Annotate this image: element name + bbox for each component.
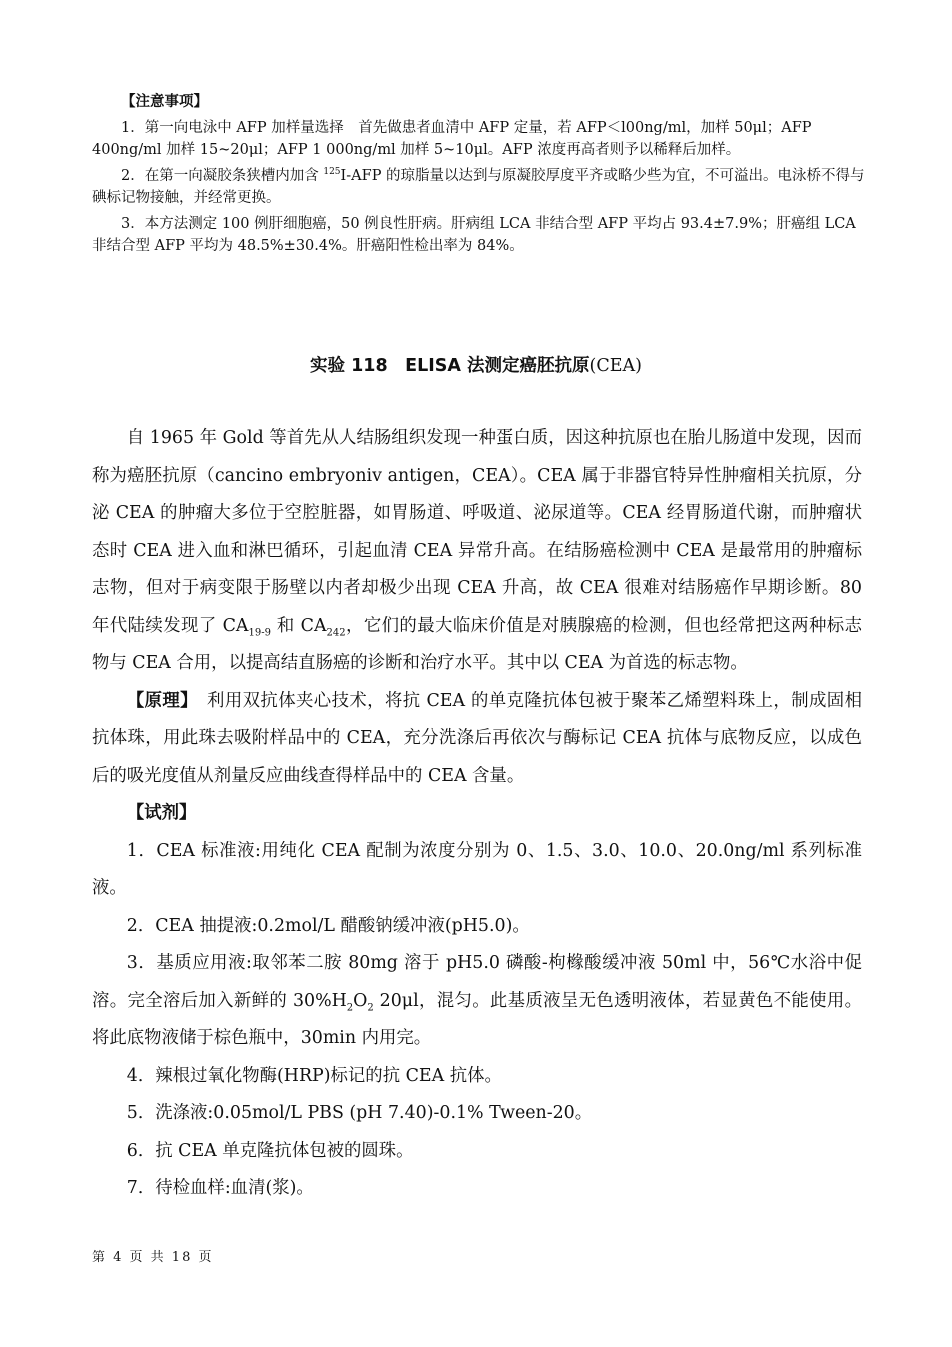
- principle-heading: 【原理】: [126, 690, 190, 711]
- note-item-2: 2．在第一向凝胶条狭槽内加含 $^{125}$I-AFP 的琼脂量以达到与原凝胶厚度平齐或略少些为宜，不可溢出。电泳桥不得与碘标记物接触，并经常更换。: [92, 167, 865, 206]
- reagent-item-5: 5．洗涤液:0.05mol/L PBS (pH 7.40)-0.1% Tween-20。: [126, 1103, 593, 1123]
- reagent-item-4: 4．辣根过氧化物酶(HRP)标记的抗 CEA 抗体。: [126, 1065, 502, 1086]
- note-item-3: 3．本方法测定 100 例肝细胞癌，50 例良性肝病。肝病组 LCA 非结合型 AFP 平均占 93.4±7.9%；肝癌组 LCA 非结合型 AFP 平均为 48.5%±30.4%。肝癌阳性检出率为 84%。: [92, 216, 856, 254]
- note-item-1: 1．第一向电泳中 AFP 加样量选择 首先做患者血清中 AFP 定量，若 AFP＜l00ng/ml，加样 50μl；AFP 400ng/ml 加样 15~20μl；AFP 1 000ng/ml 加样 5~10μl。AFP 浓度再高者则予以稀释后加样。: [92, 120, 812, 158]
- reagent-item-1: 1．CEA 标准液:用纯化 CEA 配制为浓度分别为 0、1.5、3.0、10.0、20.0ng/ml 系列标准液。: [92, 840, 862, 898]
- main-body: [92, 420, 862, 1208]
- notes-section: [92, 91, 872, 257]
- notes-heading: 【注意事项】: [121, 94, 208, 110]
- reagents-heading: 【试剂】: [126, 803, 197, 823]
- experiment-title: 实验 118 ELISA 法测定癌胚抗原(CEA): [310, 356, 642, 376]
- intro-paragraph: 自 1965 年 Gold 等首先从人结肠组织发现一种蛋白质，因这种抗原也在胎儿肠道中发现，因而称为癌胚抗原（cancino embryoniv antigen，CEA）。CEA 属于非器官特异性肿瘤相关抗原，分泌 CEA 的肿瘤大多位于空腔脏器，如胃肠道、呼吸道、泌尿道等。CEA 经胃肠道代谢，而肿瘤状态时 CEA 进入血和淋巴循环，引起血清 CEA 异常升高。在结肠癌检测中 CEA 是最常用的肿瘤标志物，但对于病变限于肠壁以内者却极少出现 CEA 升高，故 CEA 很难对结肠癌作早期诊断。80 年代陆续发现了 $CA_{19-9}$ 和 $CA_{242}$，它们的最大临床价值是对胰腺癌的检测，但也经常把这两种标志物与 CEA 合用，以提高结直肠癌的诊断和治疗水平。其中以 CEA 为首选的标志物。: [92, 428, 862, 673]
- reagent-item-2: 2．CEA 抽提液:0.2mol/L 醋酸钠缓冲液(pH5.0)。: [126, 915, 530, 936]
- page-footer: 第 4 页 共 18 页: [92, 1250, 214, 1265]
- reagent-item-3: 3．基质应用液:取邻苯二胺 80mg 溶于 pH5.0 磷酸-枸橼酸缓冲液 50ml 中，56℃水浴中促溶。完全溶后加入新鲜的 $30\%H_2O_2$ 20μl，混匀。此基质液呈无色透明液体，若显黄色不能使用。将此底物液储于棕色瓶中，30min 内用完。: [92, 953, 862, 1048]
- principle-paragraph: 【原理】 利用双抗体夹心技术，将抗 CEA 的单克隆抗体包被于聚苯乙烯塑料珠上，制成固相抗体珠，用此珠去吸附样品中的 CEA，充分洗涤后再依次与酶标记 CEA 抗体与底物反应，以成色后的吸光度值从剂量反应曲线查得样品中的 CEA 含量。: [92, 690, 862, 786]
- reagent-item-6: 6．抗 CEA 单克隆抗体包被的圆珠。: [126, 1140, 414, 1161]
- reagent-item-7: 7．待检血样:血清(浆)。: [126, 1178, 314, 1198]
